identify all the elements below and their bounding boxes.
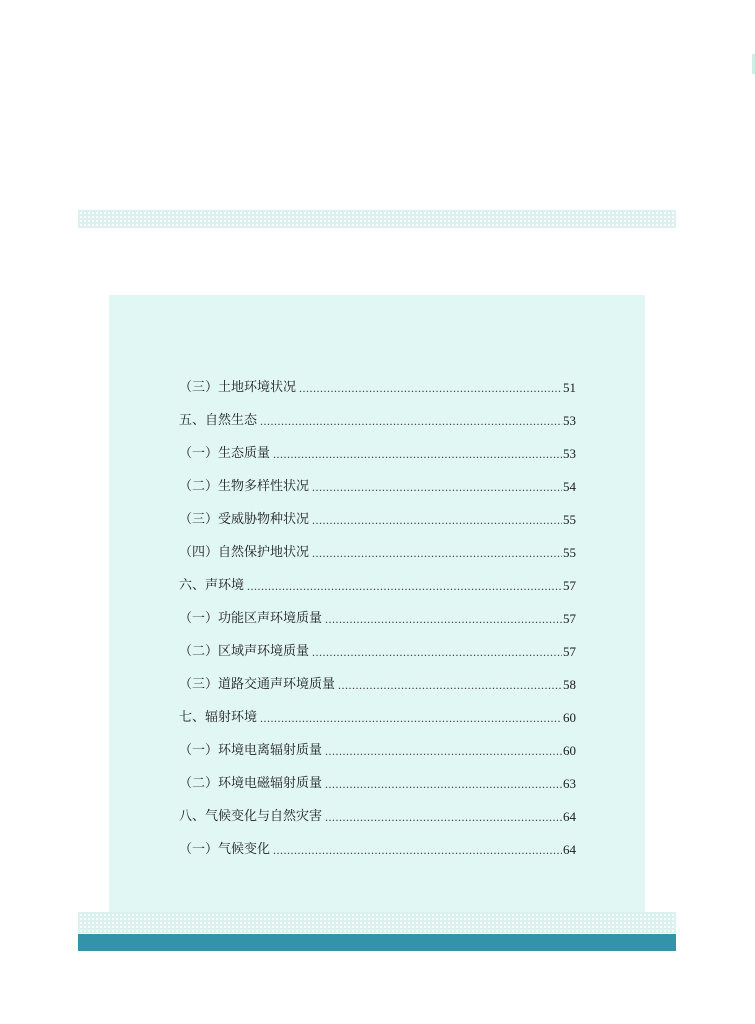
toc-dot-leader [273,842,562,858]
toc-dot-leader [312,479,562,495]
toc-entry[interactable] [179,759,576,792]
toc-entry-title: （二）生物多样性状况 [179,479,310,494]
toc-page-number: 51 [563,380,576,395]
toc-page-number: 57 [563,578,576,593]
toc-entry[interactable] [179,825,576,858]
toc-dot-leader [260,710,562,726]
toc-entry[interactable] [179,561,576,594]
toc-entry[interactable] [179,528,576,561]
toc-dot-leader [312,644,562,660]
toc-dot-leader [247,578,562,594]
toc-entry-title: （三）土地环境状况 [179,380,297,395]
toc-entry-title: （二）区域声环境质量 [179,644,310,659]
toc-page-number: 58 [563,677,576,692]
toc-entry[interactable] [179,726,576,759]
toc-dot-leader [299,380,562,396]
toc-entry[interactable] [179,363,576,396]
toc-entry[interactable] [179,693,576,726]
bottom-accent-bar [78,934,676,951]
toc-entry[interactable] [179,495,576,528]
toc-page-number: 64 [563,842,576,857]
toc-dot-leader [312,512,562,528]
toc-dot-leader [325,776,562,792]
toc-page-number: 60 [563,743,576,758]
toc-entry-title: 八、气候变化与自然灾害 [179,809,323,824]
toc-entry[interactable] [179,627,576,660]
toc-entry[interactable] [179,660,576,693]
toc-panel [109,295,645,912]
toc-dot-leader [260,413,562,429]
toc-dot-leader [273,446,562,462]
toc-dot-leader [325,611,562,627]
toc-page-number: 53 [563,446,576,461]
toc-entry-title: 七、辐射环境 [179,710,258,725]
toc-entry-title: （三）受威胁物种状况 [179,512,310,527]
top-grid-band [78,210,676,228]
toc-entry[interactable] [179,594,576,627]
toc-page-number: 53 [563,413,576,428]
bottom-grid-band [78,912,676,933]
toc-entry-title: （一）功能区声环境质量 [179,611,323,626]
toc-entry[interactable] [179,396,576,429]
toc-entry-title: （一）生态质量 [179,446,271,461]
toc-entry-title: （三）道路交通声环境质量 [179,677,336,692]
toc-entry[interactable] [179,429,576,462]
toc-dot-leader [325,743,562,759]
toc-page-number: 57 [563,611,576,626]
toc-page-number: 55 [563,512,576,527]
toc-dot-leader [312,545,562,561]
toc-page-number: 57 [563,644,576,659]
toc-dot-leader [338,677,562,693]
toc-entry[interactable] [179,462,576,495]
toc-page-number: 64 [563,809,576,824]
toc-dot-leader [325,809,562,825]
toc-list [179,363,576,858]
toc-page-number: 55 [563,545,576,560]
toc-page-number: 60 [563,710,576,725]
toc-entry-title: （一）气候变化 [179,842,271,857]
toc-page-number: 54 [563,479,576,494]
toc-entry-title: （四）自然保护地状况 [179,545,310,560]
toc-page-number: 63 [563,776,576,791]
toc-entry-title: 六、声环境 [179,578,245,593]
toc-entry-title: （一）环境电离辐射质量 [179,743,323,758]
toc-entry[interactable] [179,792,576,825]
toc-entry-title: 五、自然生态 [179,413,258,428]
toc-entry-title: （二）环境电磁辐射质量 [179,776,323,791]
